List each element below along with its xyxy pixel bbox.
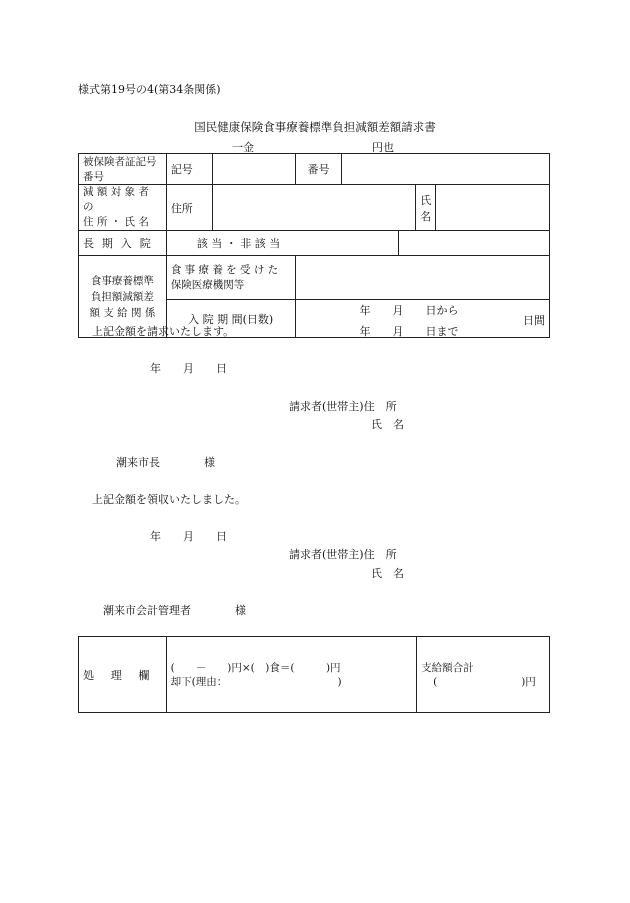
long-term-label: 長 期 入 院 — [79, 231, 167, 256]
processing-reject-line: 却下(理由： ) — [170, 675, 342, 688]
name-label: 氏名 — [416, 185, 436, 231]
request-claimant-address-label: 請求者(世帯主)住 所 — [289, 400, 397, 413]
receipt-statement: 上記金額を領収いたしました。 — [92, 493, 246, 506]
amount-suffix: 円也 — [372, 141, 394, 154]
meal-label-line-2: 負担額減額差 — [90, 290, 154, 303]
meal-label-line-3: 額 支 給 関 係 — [89, 306, 156, 319]
long-term-blank — [399, 231, 550, 256]
processing-calc-cell[interactable] — [166, 637, 416, 713]
claim-table — [78, 153, 550, 338]
bangou-field[interactable] — [342, 154, 550, 185]
address-label: 住所 — [166, 185, 212, 231]
kigou-field[interactable] — [212, 154, 295, 185]
request-claimant-name-label: 氏 名 — [371, 418, 404, 431]
institution-label-line-2: 保険医療機関等 — [170, 278, 245, 291]
total-amount-line: ( )円 — [433, 675, 536, 688]
insured-number-label: 被保険者証記号番号 — [79, 154, 167, 185]
institution-label — [166, 256, 295, 300]
receipt-claimant-address-label: 請求者(世帯主)住 所 — [289, 548, 397, 561]
period-field[interactable] — [295, 300, 549, 338]
name-field[interactable] — [436, 185, 550, 231]
request-date: 年 月 日 — [150, 362, 227, 375]
receipt-date: 年 月 日 — [150, 530, 227, 543]
total-label: 支給額合計 — [421, 661, 474, 674]
institution-field[interactable] — [295, 256, 549, 300]
institution-label-line-1: 食 事 療 養 を 受 け た — [170, 263, 279, 276]
reduction-label-line-2: 住 所 ・ 氏 名 — [83, 216, 149, 228]
meal-label-line-1: 食事療養標準 — [90, 274, 154, 287]
document-title: 国民健康保険食事療養標準負担減額差額請求書 — [194, 120, 436, 134]
processing-table — [78, 636, 550, 713]
period-to: 年 月 日まで — [359, 325, 459, 338]
bangou-label: 番号 — [295, 154, 342, 185]
processing-calc-line: ( － )円×( )食＝( )円 — [170, 661, 341, 674]
applicable-options[interactable]: 該 当 ・ 非 該 当 — [166, 231, 398, 256]
reduction-label-line-1: 減 額 対 象 者 の — [83, 186, 149, 213]
address-field[interactable] — [212, 185, 416, 231]
processing-label: 処 理 欄 — [79, 637, 167, 713]
reduction-target-label — [79, 185, 167, 231]
form-number: 様式第19号の4(第34条関係) — [78, 83, 221, 96]
kigou-label: 記号 — [166, 154, 212, 185]
period-label: 入 院 期 間(日数) — [166, 300, 295, 338]
period-from: 年 月 日から — [359, 304, 459, 317]
receipt-claimant-name-label: 氏 名 — [371, 567, 404, 580]
addressee-mayor: 潮来市長 様 — [116, 456, 215, 469]
addressee-accountant: 潮来市会計管理者 様 — [103, 604, 246, 617]
amount-prefix: 一金 — [232, 141, 254, 154]
processing-total-cell[interactable] — [417, 637, 550, 713]
period-days: 日間 — [523, 314, 545, 327]
request-statement: 上記金額を請求いたします。 — [92, 325, 235, 338]
